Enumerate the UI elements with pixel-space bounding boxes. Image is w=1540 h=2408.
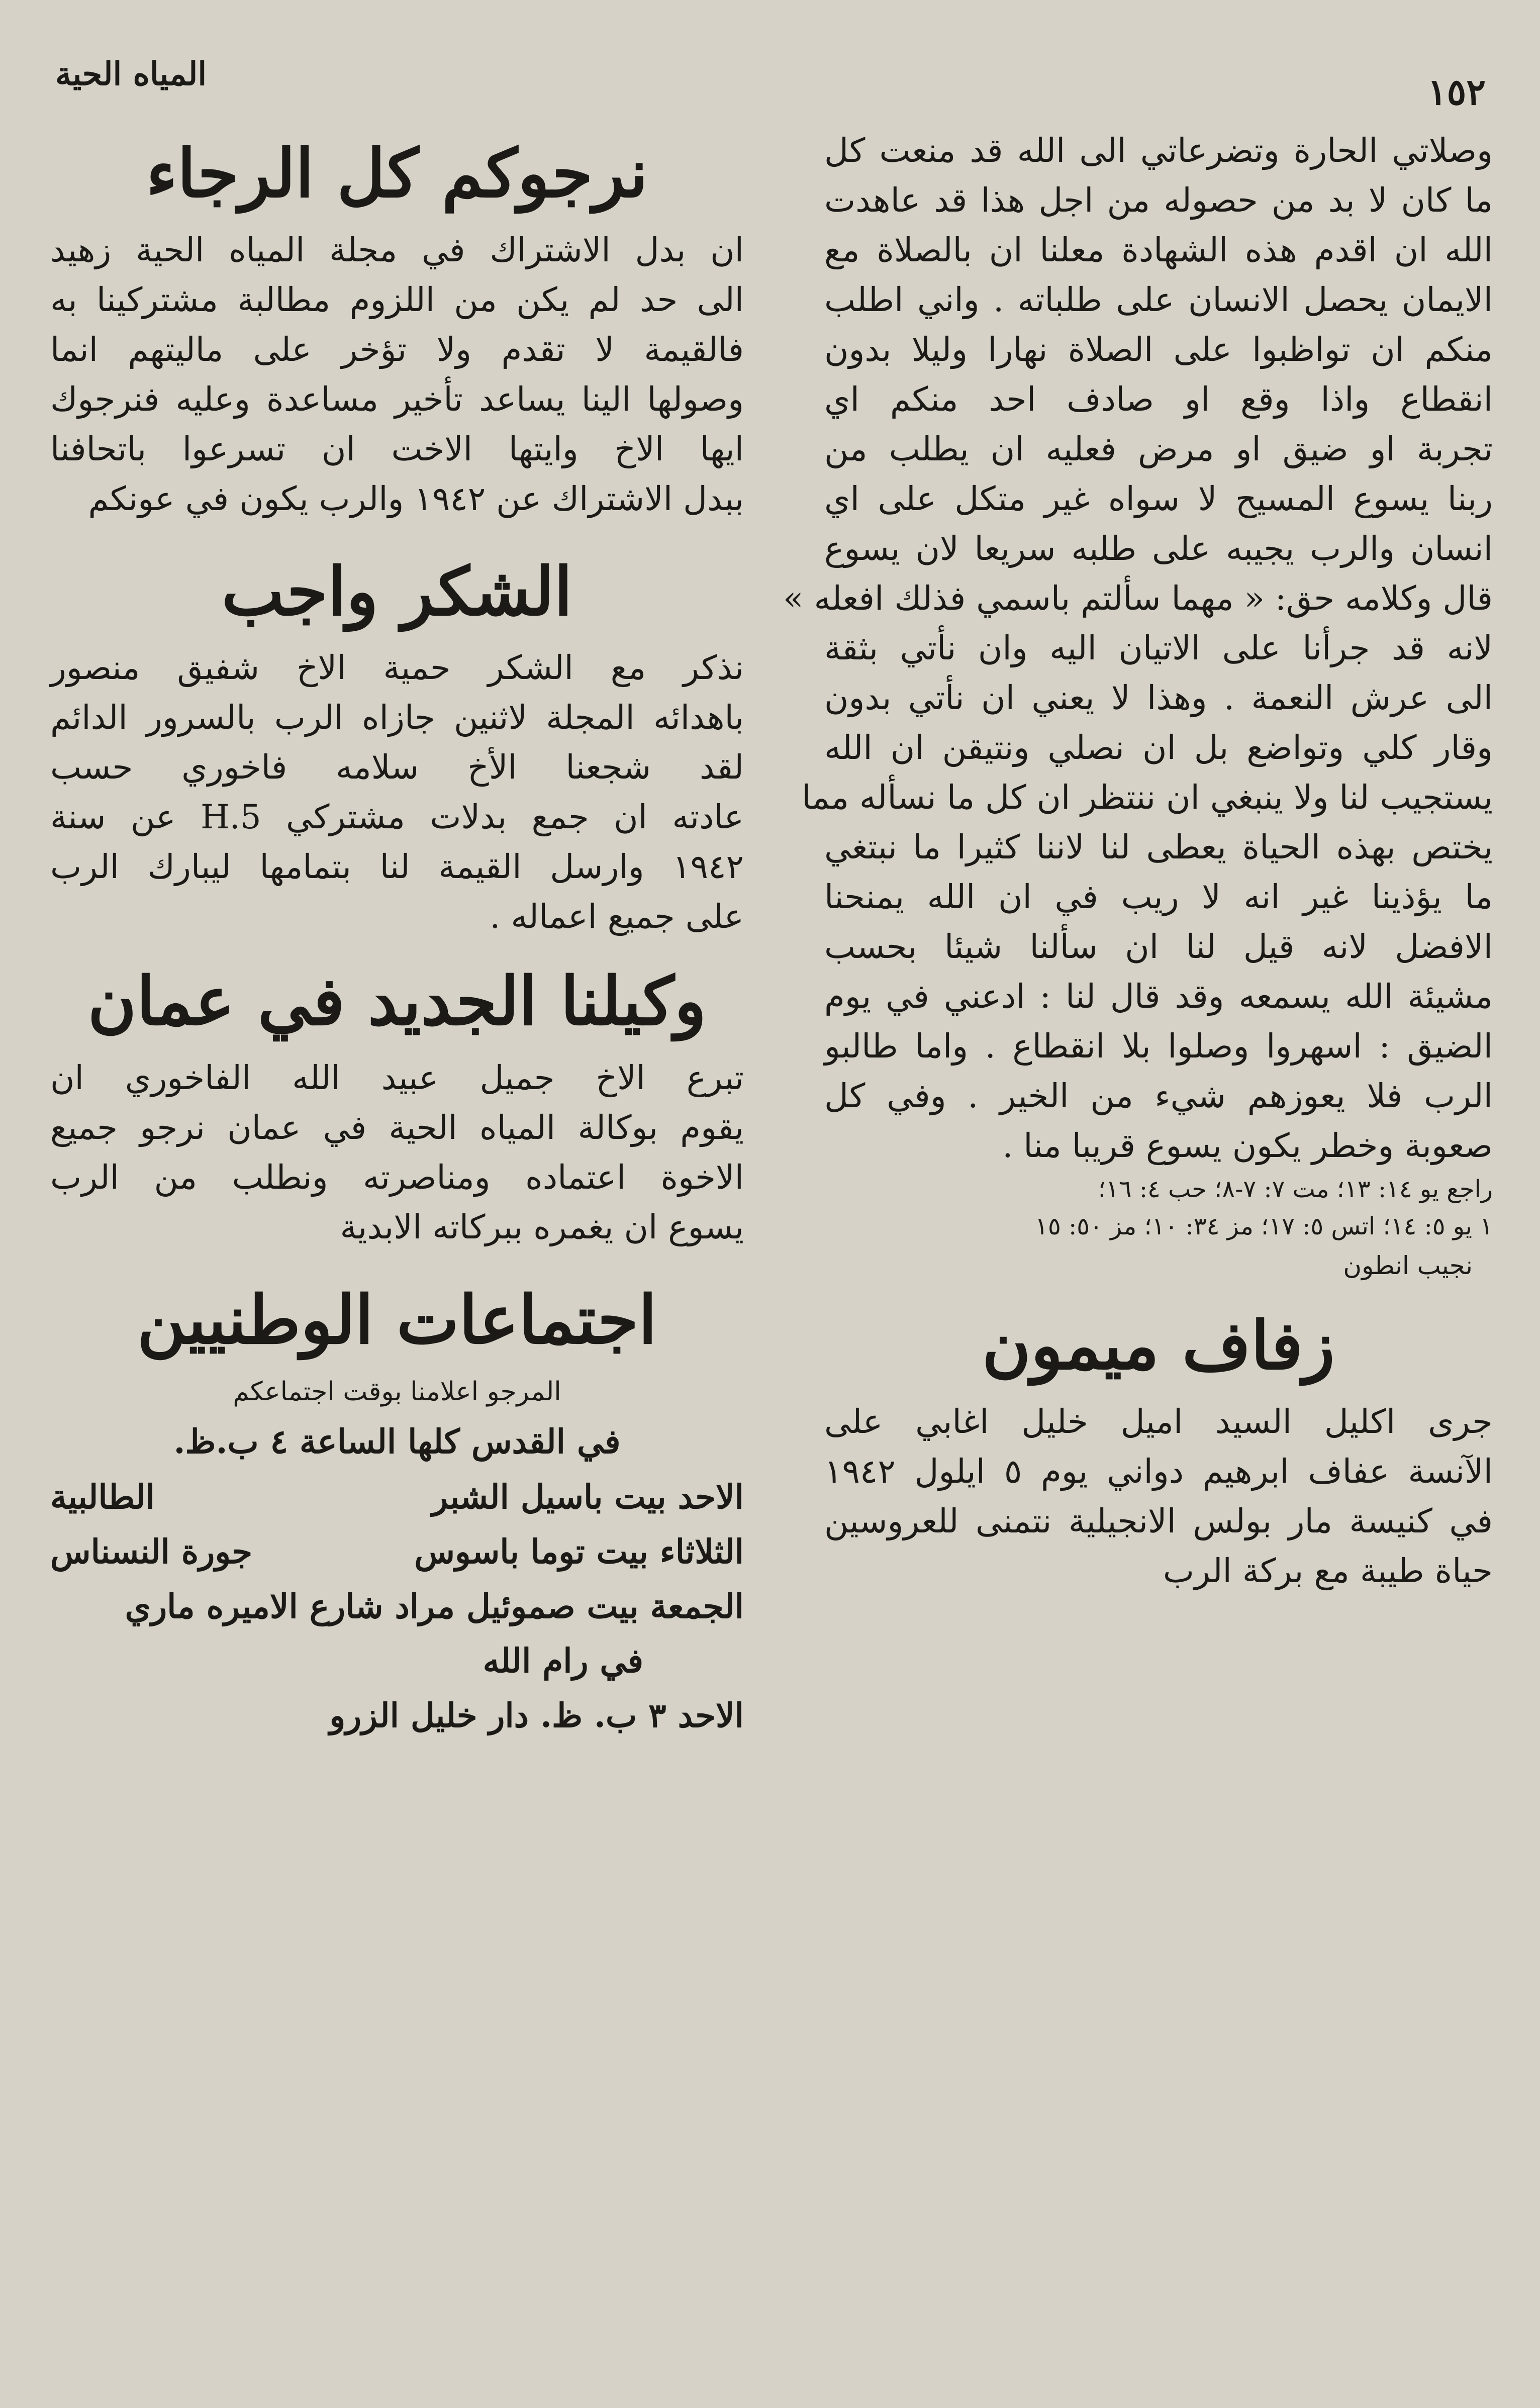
appeal-line: ايها الاخ وايتها الاخت ان تسرعوا باتحافنا (50, 429, 744, 468)
appeal-title: نرجوكم كل الرجاء (146, 135, 648, 213)
wedding-line: في كنيسة مار بولس الانجيلية نتمنى للعروسين (824, 1502, 1493, 1541)
meetings-title: اجتماعات الوطنيين (137, 1281, 657, 1359)
meeting-sunday-place: الاحد بيت باسيل الشبر (432, 1477, 744, 1516)
meeting-friday: الجمعة بيت صموئيل مراد شارع الاميره ماري (125, 1586, 744, 1626)
scripture-references: ١ يو ٥: ١٤؛ اتس ٥: ١٧؛ مز ٣٤: ١٠؛ مز ٥٠: ١٥ (1035, 1212, 1493, 1241)
article-line: يختص بهذه الحياة يعطى لنا لاننا كثيرا ما نبتغي (824, 828, 1493, 866)
page-number: ١٥٢ (1427, 70, 1486, 113)
meeting-sunday-area: الطالبية (50, 1477, 155, 1516)
article-line: الله ان اقدم هذه الشهادة معلنا ان بالصلاة مع (824, 231, 1493, 269)
thanks-line: على جميع اعماله . (490, 897, 744, 936)
agent-title: وكيلنا الجديد في عمان (87, 962, 707, 1041)
meeting-row-tuesday (50, 1524, 744, 1579)
meetings-subtitle: المرجو اعلامنا بوقت اجتماعكم (233, 1377, 561, 1407)
appeal-line: ببدل الاشتراك عن ١٩٤٢ والرب يكون في عونكم (88, 479, 744, 518)
thanks-title: الشكر واجب (222, 552, 572, 631)
prayer-article (783, 126, 1493, 1286)
article-line: منكم ان تواظبوا على الصلاة نهارا وليلا بدون (824, 330, 1493, 369)
left-column (50, 126, 744, 1743)
article-line: انقطاع واذا وقع او صادف احد منكم اي (824, 380, 1493, 419)
agent-section (50, 958, 744, 1252)
article-line: الافضل لانه قيل لنا ان سألنا شيئا بحسب (824, 927, 1493, 966)
article-line: وقار كلي وتواضع بل ان نصلي ونتيقن ان الله (824, 728, 1493, 767)
thanks-line: نذكر مع الشكر حمية الاخ شفيق منصور (50, 648, 744, 688)
article-line: الى عرش النعمة . وهذا لا يعني ان نأتي بدون (824, 679, 1493, 717)
article-line: صعوبة وخطر يكون يسوع قريبا منا . (1002, 1126, 1493, 1165)
meeting-tuesday-place: الثلاثاء بيت توما باسوس (414, 1531, 744, 1571)
meeting-tuesday-area: جورة النسناس (50, 1531, 253, 1571)
appeal-line: ان بدل الاشتراك في مجلة المياه الحية زهيد (50, 230, 744, 269)
wedding-line: حياة طيبة مع بركة الرب (1163, 1552, 1493, 1591)
article-line: وصلاتي الحارة وتضرعاتي الى الله قد منعت كل (824, 131, 1493, 170)
scripture-references: راجع يو ١٤: ١٣؛ مت ٧: ٧-٨؛ حب ٤: ١٦؛ (1098, 1175, 1493, 1203)
wedding-title: زفاف ميمون (982, 1306, 1335, 1385)
wedding-line: الآنسة عفاف ابرهيم دواني يوم ٥ ايلول ١٩٤٢ (824, 1452, 1493, 1491)
article-author: نجيب انطون (1343, 1250, 1473, 1280)
agent-line: يسوع ان يغمره ببركاته الابدية (340, 1207, 744, 1246)
article-line: لانه قد جرأنا على الاتيان اليه وان نأتي بثقة (824, 629, 1493, 667)
journal-title: المياه الحية (55, 55, 207, 93)
thanks-line: لقد شجعنا الأخ سلامه فاخوري حسب (50, 748, 744, 787)
wedding-section (824, 1303, 1493, 1596)
meeting-ramallah: في رام الله (483, 1641, 643, 1681)
article-line: انسان والرب يجيبه على طلبه سريعا لان يسوع (824, 529, 1493, 568)
article-line: يستجيب لنا ولا ينبغي ان ننتظر ان كل ما نسأله مما (802, 778, 1493, 817)
article-line: ربنا يسوع المسيح لا سواه غير متكل على اي (824, 479, 1493, 518)
wedding-line: جرى اكليل السيد اميل خليل اغابي على (824, 1402, 1493, 1441)
meeting-row-sunday (50, 1470, 744, 1524)
article-line: الرب فلا يعوزهم شيء من الخير . وفي كل (824, 1077, 1493, 1115)
article-line: الضيق : اسهروا وصلوا بلا انقطاع . واما طالبو (824, 1027, 1493, 1066)
agent-line: يقوم بوكالة المياه الحية في عمان نرجو جميع (50, 1108, 744, 1147)
article-line: ما يؤذينا غير انه لا ريب في ان الله يمنحنا (824, 878, 1493, 916)
agent-line: الاخوة اعتماده ومناصرته ونطلب من الرب (50, 1158, 744, 1197)
thanks-line: باهدائه المجلة لاثنين جازاه الرب بالسرور الدائم (50, 698, 744, 737)
appeal-line: فالقيمة لا تقدم ولا تؤخر على ماليتهم انما (50, 330, 744, 369)
appeal-section (50, 131, 744, 524)
meetings-section (50, 1277, 744, 1743)
article-line: ما كان لا بد من حصوله من اجل هذا قد عاهدت (824, 181, 1493, 220)
thanks-line: ١٩٤٢ وارسل القيمة لنا بتمامها ليبارك الرب (50, 847, 744, 887)
appeal-line: وصولها الينا يساعد تأخير مساعدة وعليه فنرجوك (50, 379, 744, 419)
article-line: الايمان يحصل الانسان على طلباته . واني اطلب (824, 280, 1493, 319)
right-column (783, 126, 1493, 1596)
article-line: مشيئة الله يسمعه وقد قال لنا : ادعني في يوم (824, 977, 1493, 1016)
agent-line: تبرع الاخ جميل عبيد الله الفاخوري ان (50, 1058, 744, 1097)
appeal-line: الى حد لم يكن من اللزوم مطالبة مشتركينا به (50, 280, 744, 319)
article-line: تجربة او ضيق او مرض فعليه ان يطلب من (824, 430, 1493, 468)
thanks-section (50, 549, 744, 942)
meeting-ramallah-sunday: الاحد ٣ ب. ظ. دار خليل الزرو (329, 1696, 744, 1736)
thanks-line: عادته ان جمع بدلات مشتركي H.5 عن سنة (50, 798, 744, 837)
meetings-jerusalem: في القدس كلها الساعة ٤ ب.ظ. (173, 1421, 621, 1461)
article-line: قال وكلامه حق: « مهما سألتم باسمي فذلك افعله » (783, 579, 1493, 618)
